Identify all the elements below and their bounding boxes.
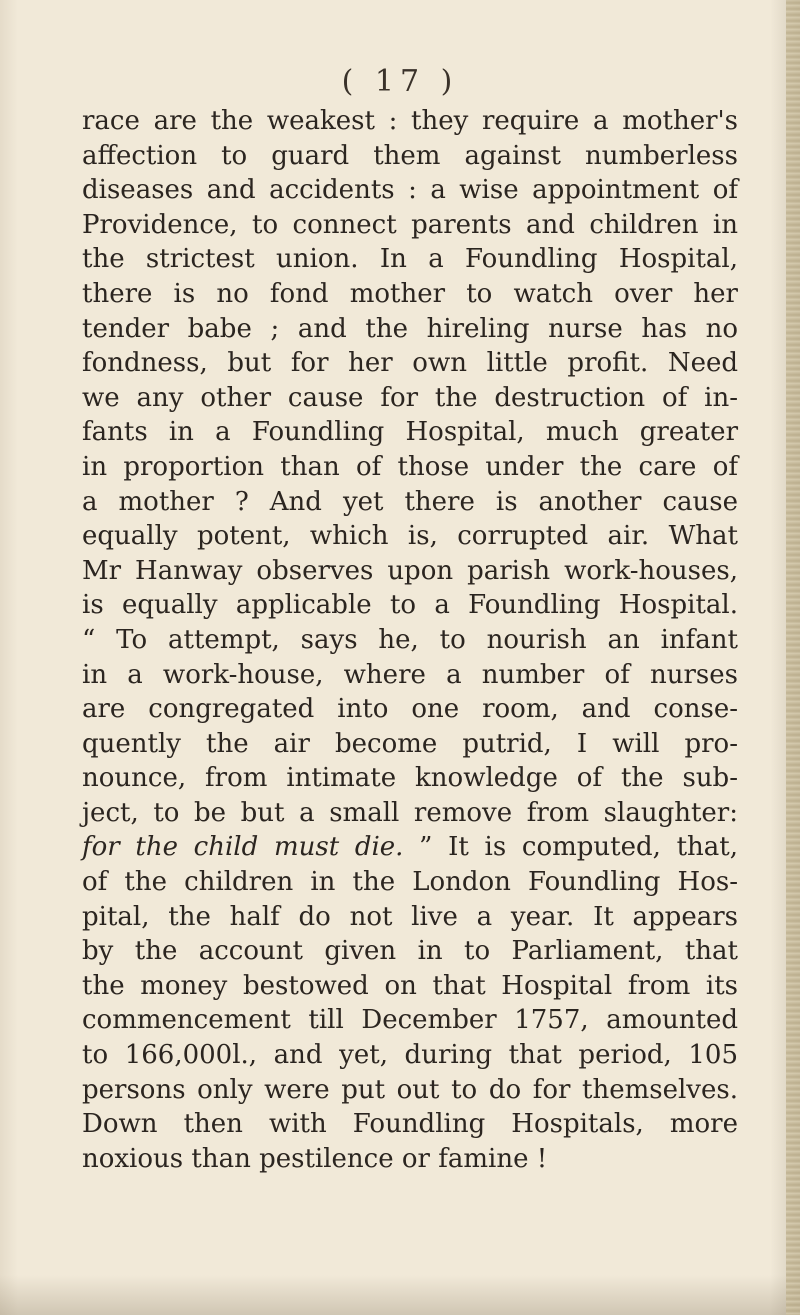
page-edge-shadow [786,0,800,1315]
text-line: to 166,000l., and yet, during that period, 105 [82,1040,738,1071]
text-line: affection to guard them against numberless [82,140,738,171]
text-line: pital, the half do not live a year. It appears [82,901,738,932]
body-text [82,104,738,1176]
text-line: nounce, from intimate knowledge of the sub- [82,763,738,794]
italic-quote: for the child must die. [82,832,404,863]
text-line: Mr Hanway observes upon parish work-houses, [82,555,738,586]
text-line: ject, to be but a small remove from slaughter: [82,797,738,828]
text-line: Down then with Foundling Hospitals, more [82,1109,738,1140]
text-line: the money bestowed on that Hospital from its [82,970,738,1001]
page-number: ( 17 ) [341,64,459,99]
text-line: “ To attempt, says he, to nourish an infant [82,624,738,655]
text-line-with-italic [82,830,738,865]
text-line: Providence, to connect parents and children in [82,209,738,240]
text-line: of the children in the London Foundling Hos- [82,867,738,898]
text-line: there is no fond mother to watch over her [82,278,738,309]
text-line: the strictest union. In a Foundling Hospital, [82,244,738,275]
text-line: in a work-house, where a number of nurses [82,659,738,690]
text-line: fants in a Foundling Hospital, much greater [82,417,738,448]
text-line: is equally applicable to a Foundling Hospital. [82,590,738,621]
text-line: commencement till December 1757, amounted [82,1005,738,1036]
text-line: by the account given in to Parliament, that [82,936,738,967]
text-run: ” It is computed, that, [403,832,738,863]
text-line: equally potent, which is, corrupted air. What [82,521,738,552]
text-line: fondness, but for her own little profit. Need [82,348,738,379]
text-line: persons only were put out to do for themselves. [82,1074,738,1105]
text-line: race are the weakest : they require a mother's [82,106,738,136]
text-line: in proportion than of those under the care of [82,451,738,482]
text-line: we any other cause for the destruction of in- [82,382,738,413]
text-line: a mother ? And yet there is another cause [82,486,738,517]
text-line: are congregated into one room, and conse- [82,694,738,725]
text-line: tender babe ; and the hireling nurse has no [82,313,738,344]
text-line: diseases and accidents : a wise appointment of [82,175,738,206]
text-line: noxious than pestilence or famine ! [82,1143,548,1174]
text-line: quently the air become putrid, I will pro- [82,728,738,759]
